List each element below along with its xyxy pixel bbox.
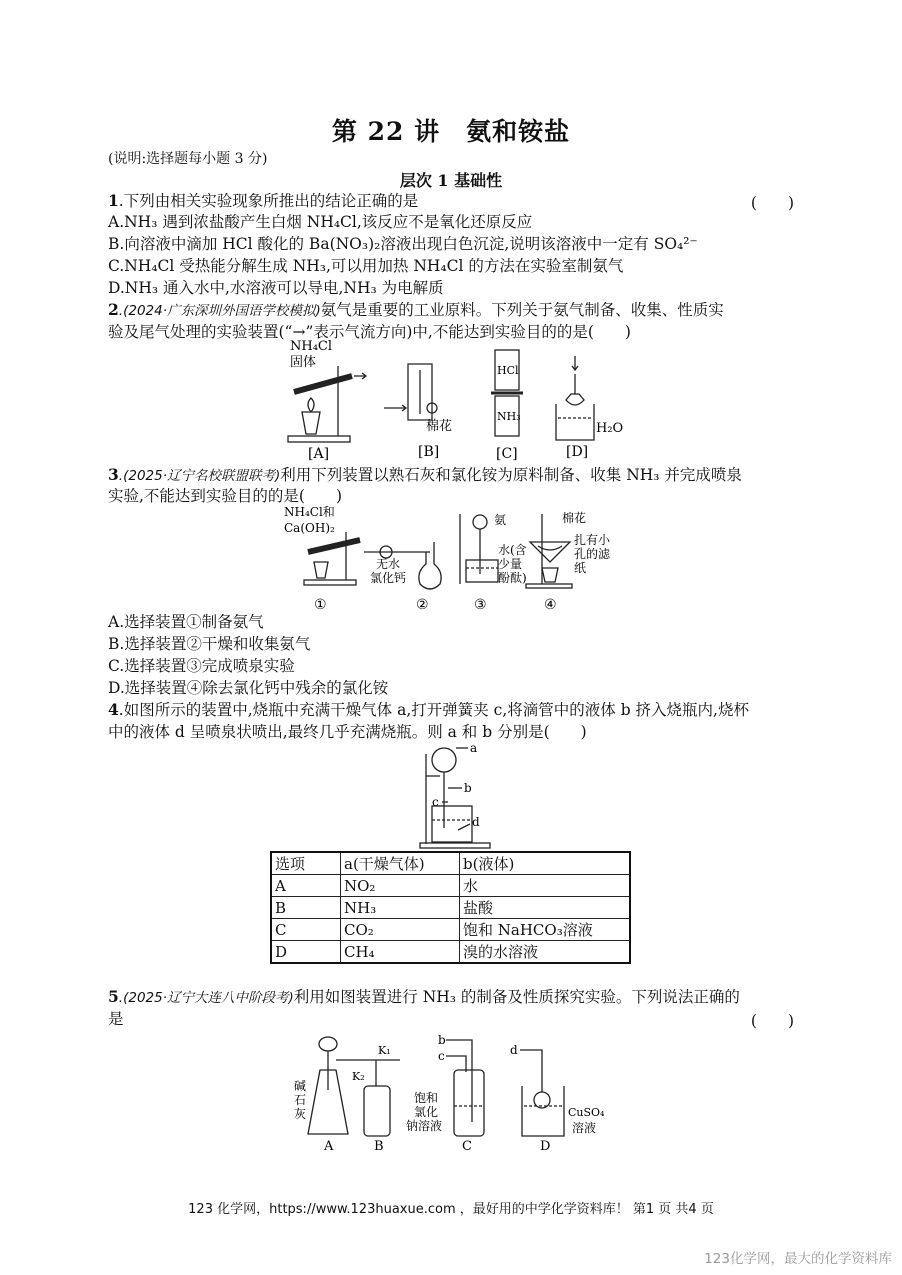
page-title: 第 22 讲 氨和铵盐 <box>331 117 571 146</box>
q2-d-beaker <box>556 404 594 440</box>
table-cell: NH₃ <box>341 897 460 919</box>
q5-stem-line2: 是 <box>108 1010 124 1028</box>
q5-stem-line1 <box>108 987 740 1008</box>
q4-label-b: b <box>464 781 472 795</box>
q5-d-tube <box>520 1050 542 1092</box>
q3-1-stand-base <box>304 580 356 585</box>
q3-label-cacl2-2: 氯化钙 <box>370 571 407 585</box>
page-footer: 123 化学网，https://www.123huaxue.com ，最好用的中学化学资料库！ 第1 页 共4 页 <box>188 1202 714 1217</box>
q3-label-ammonia: 氨 <box>494 513 507 527</box>
q4-label-d: d <box>472 815 480 829</box>
q2-text-1: 氨气是重要的工业原料。下列关于氨气制备、收集、性质实 <box>320 301 724 319</box>
table-cell: 水 <box>460 875 631 897</box>
q5-label-lime-3: 灰 <box>294 1107 307 1121</box>
scoring-note: (说明:选择题每小题 3 分) <box>108 151 268 167</box>
watermark: 123化学网，最大的化学资料库 <box>704 1251 892 1267</box>
q3-3-flask <box>473 515 487 529</box>
q3-option-c: C.选择装置③完成喷泉实验 <box>108 657 295 675</box>
q2-label-nh3: NH₃ <box>497 410 521 423</box>
q3-caption-3: ③ <box>474 597 487 613</box>
q5-label-nacl-2: 氯化 <box>414 1105 439 1119</box>
q2-a-flow-arrow <box>354 373 366 379</box>
q4-text-1: .如图所示的装置中,烧瓶中充满干燥气体 a,打开弹簧夹 c,将滴管中的液体 b 挤入烧瓶内,烧杯 <box>118 701 749 719</box>
q5-label-lime-1: 碱 <box>294 1079 307 1093</box>
q3-3-beaker <box>466 560 498 582</box>
q2-caption-d: [D] <box>566 444 589 460</box>
q2-a-stand-base <box>288 436 350 442</box>
q3-apparatus-figure <box>280 502 625 614</box>
q5-label-nacl-3: 钠溶液 <box>406 1119 443 1133</box>
q2-label-nh4cl: NH₄Cl <box>290 339 333 354</box>
q2-a-flame <box>308 398 314 412</box>
q5-c-bottle <box>454 1070 484 1136</box>
q2-a-lamp <box>302 412 320 434</box>
q3-2-flask <box>419 542 441 589</box>
q2-label-h2o: H₂O <box>596 421 624 436</box>
table-cell: 盐酸 <box>460 897 631 919</box>
q5-caption-a: A <box>324 1139 334 1154</box>
table-row <box>271 941 630 964</box>
q5-label-cuso4-1: CuSO₄ <box>568 1106 605 1119</box>
q2-label-hcl: HCl <box>497 364 519 377</box>
q2-caption-c: [C] <box>496 446 518 462</box>
q1-stem-text: .下列由相关实验现象所推出的结论正确的是 <box>118 192 419 210</box>
q1-stem <box>108 191 418 211</box>
q3-caption-4: ④ <box>544 597 557 613</box>
q3-label-water-1: 水(含 <box>498 543 527 557</box>
q3-1-test-tube <box>308 540 360 552</box>
q5-label-b: b <box>438 1033 446 1047</box>
table-cell: 饱和 NaHCO₃溶液 <box>460 919 631 941</box>
q5-c-long-tube <box>446 1040 472 1122</box>
q1-option-b: B.向溶液中滴加 HCl 酸化的 Ba(NO₃)₂溶液出现白色沉淀,说明该溶液中一定有 SO₄²⁻ <box>108 235 698 253</box>
q4-fountain-figure <box>418 740 518 850</box>
q4-number: 4 <box>108 700 119 719</box>
q3-option-b: B.选择装置②干燥和收集氨气 <box>108 635 311 653</box>
q4-beaker <box>432 806 472 842</box>
q5-text-1: 利用如图装置进行 NH₃ 的制备及性质探究实验。下列说法正确的 <box>293 988 740 1006</box>
q2-d-funnel <box>566 394 584 405</box>
q2-label-cotton: 棉花 <box>426 419 453 434</box>
table-cell: 溴的水溶液 <box>460 941 631 964</box>
table-cell: CH₄ <box>341 941 460 964</box>
table-cell: NO₂ <box>341 875 460 897</box>
table-cell: CO₂ <box>341 919 460 941</box>
table-header-row <box>271 852 630 875</box>
q3-label-water-3: 酚酞) <box>498 571 527 585</box>
q5-label-d: d <box>510 1043 518 1057</box>
q5-label-nacl-1: 饱和 <box>414 1091 439 1105</box>
q5-d-beaker <box>522 1086 564 1136</box>
q1-answer-paren: ( ) <box>750 194 794 212</box>
q5-label-k1: K₁ <box>378 1044 391 1057</box>
q2-caption-b: [B] <box>418 444 440 460</box>
q3-stem-line1 <box>108 465 742 486</box>
table-cell: C <box>271 919 341 941</box>
table-row <box>271 919 630 941</box>
q1-number: 1 <box>108 191 119 210</box>
q3-label-cotton: 棉花 <box>562 511 587 525</box>
q2-a-test-tube <box>294 376 352 392</box>
table-cell: D <box>271 941 341 964</box>
q5-caption-c: C <box>462 1139 472 1154</box>
q2-stem-line1 <box>108 300 724 321</box>
table-cell: B <box>271 897 341 919</box>
table-header-cell: 选项 <box>271 852 341 875</box>
q2-apparatus-figure <box>280 336 624 464</box>
q4-stem-line1 <box>108 700 749 720</box>
q3-number: 3 <box>108 465 119 484</box>
q3-4-funnel <box>530 542 570 562</box>
q5-label-cuso4-2: 溶液 <box>572 1121 597 1135</box>
q2-caption-a: [A] <box>308 446 330 462</box>
q3-label-filter-3: 纸 <box>574 561 587 575</box>
q3-1-lamp <box>314 562 328 578</box>
q2-stem-line2: 验及尾气处理的实验装置(“→”表示气流方向)中,不能达到实验目的的是( ) <box>108 323 631 341</box>
q5-number: 5 <box>108 987 119 1006</box>
q2-label-solid: 固体 <box>290 355 317 370</box>
q1-option-a: A.NH₃ 遇到浓盐酸产生白烟 NH₄Cl,该反应不是氧化还原反应 <box>108 213 533 231</box>
q3-source: .(2025·辽宁名校联盟联考) <box>118 468 281 484</box>
q5-a-dropping-funnel <box>319 1037 337 1051</box>
table-row <box>271 897 630 919</box>
table-header-cell: b(液体) <box>460 852 631 875</box>
table-header-cell: a(干燥气体) <box>341 852 460 875</box>
q4-stem-line2: 中的液体 d 呈喷泉状喷出,最终几乎充满烧瓶。则 a 和 b 分别是( ) <box>108 723 587 741</box>
q5-label-c: c <box>438 1049 445 1063</box>
q5-answer-paren: ( ) <box>750 1012 794 1030</box>
q3-option-a: A.选择装置①制备氨气 <box>108 613 264 631</box>
q3-label-filter-2: 孔的滤 <box>574 547 611 561</box>
q5-caption-b: B <box>374 1139 384 1154</box>
q3-4-lamp <box>542 568 558 582</box>
q1-option-d: D.NH₃ 通入水中,水溶液可以导电,NH₃ 为电解质 <box>108 279 444 297</box>
q3-text-1: 利用下列装置以熟石灰和氯化铵为原料制备、收集 NH₃ 并完成喷泉 <box>280 466 742 484</box>
q5-b-bottle <box>364 1086 390 1136</box>
q4-stand-base <box>420 843 490 848</box>
q3-option-d: D.选择装置④除去氯化钙中残余的氯化铵 <box>108 679 389 697</box>
q5-apparatus-figure <box>290 1030 620 1154</box>
q4-options-table <box>270 851 631 964</box>
q3-label-cacl2-1: 无水 <box>376 557 401 571</box>
q4-leader-d <box>458 824 470 830</box>
q3-stem-line2: 实验,不能达到实验目的的是( ) <box>108 487 343 505</box>
q3-4-stand-base <box>526 584 572 588</box>
q2-d-flow-arrow <box>572 356 578 370</box>
q4-flask <box>432 748 456 772</box>
q4-label-c: c <box>432 795 439 809</box>
q3-label-reagents-1: NH₄Cl和 <box>284 505 335 519</box>
q2-b-flow-arrow <box>384 405 406 411</box>
q5-source: .(2025·辽宁大连八中阶段考) <box>118 990 294 1006</box>
table-cell: A <box>271 875 341 897</box>
q3-caption-1: ① <box>314 597 327 613</box>
q4-label-a: a <box>470 741 478 755</box>
q3-label-reagents-2: Ca(OH)₂ <box>284 521 335 535</box>
q3-label-filter-1: 扎有小 <box>574 533 611 547</box>
q2-source: .(2024·广东深圳外国语学校模拟) <box>118 303 321 319</box>
q5-caption-d: D <box>540 1139 551 1154</box>
q3-label-water-2: 少量 <box>498 557 523 571</box>
q5-label-lime-2: 石 <box>294 1093 307 1107</box>
section-title: 层次 1 基础性 <box>399 171 503 190</box>
q1-option-c: C.NH₄Cl 受热能分解生成 NH₃,可以用加热 NH₄Cl 的方法在实验室制氨气 <box>108 257 624 275</box>
q3-caption-2: ② <box>416 597 429 613</box>
table-row <box>271 875 630 897</box>
q2-number: 2 <box>108 300 119 319</box>
q5-label-k2: K₂ <box>352 1070 365 1083</box>
